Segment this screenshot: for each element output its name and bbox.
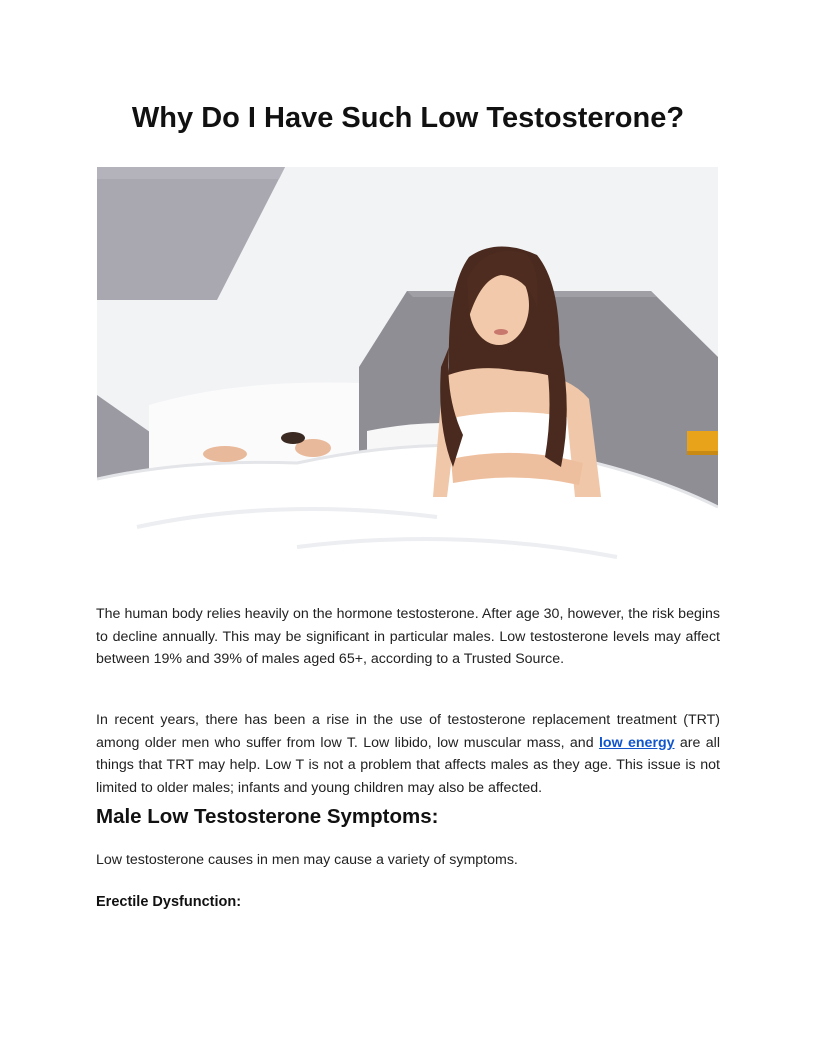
trt-paragraph bbox=[96, 709, 720, 799]
hero-image bbox=[97, 167, 718, 580]
trt-paragraph-text-start: In recent years, there has been a rise in the use of testosterone replacement treatment (TRT) among older men who suffer from low T. Low libido, low muscular mass, and bbox=[96, 712, 720, 751]
section-heading: Male Low Testosterone Symptoms: bbox=[96, 805, 439, 828]
intro-paragraph: The human body relies heavily on the hormone testosterone. After age 30, however, the risk begins to decline annually. This may be significant in particular males. Low testosterone levels may affect between 19% and 39% of males aged 65+, according to a Trusted Source. bbox=[96, 606, 720, 667]
subheading-erectile-dysfunction: Erectile Dysfunction: bbox=[96, 894, 242, 910]
page-title: Why Do I Have Such Low Testosterone? bbox=[131, 102, 685, 134]
low-energy-link[interactable]: low energy bbox=[598, 734, 675, 751]
trt-paragraph-text-end: are all things that TRT may help. Low T is not a problem that affects males as they age. This issue is not limited to older males; infants and young children may also be affected. bbox=[96, 734, 720, 796]
section-intro: Low testosterone causes in men may cause a variety of symptoms. bbox=[96, 852, 518, 868]
